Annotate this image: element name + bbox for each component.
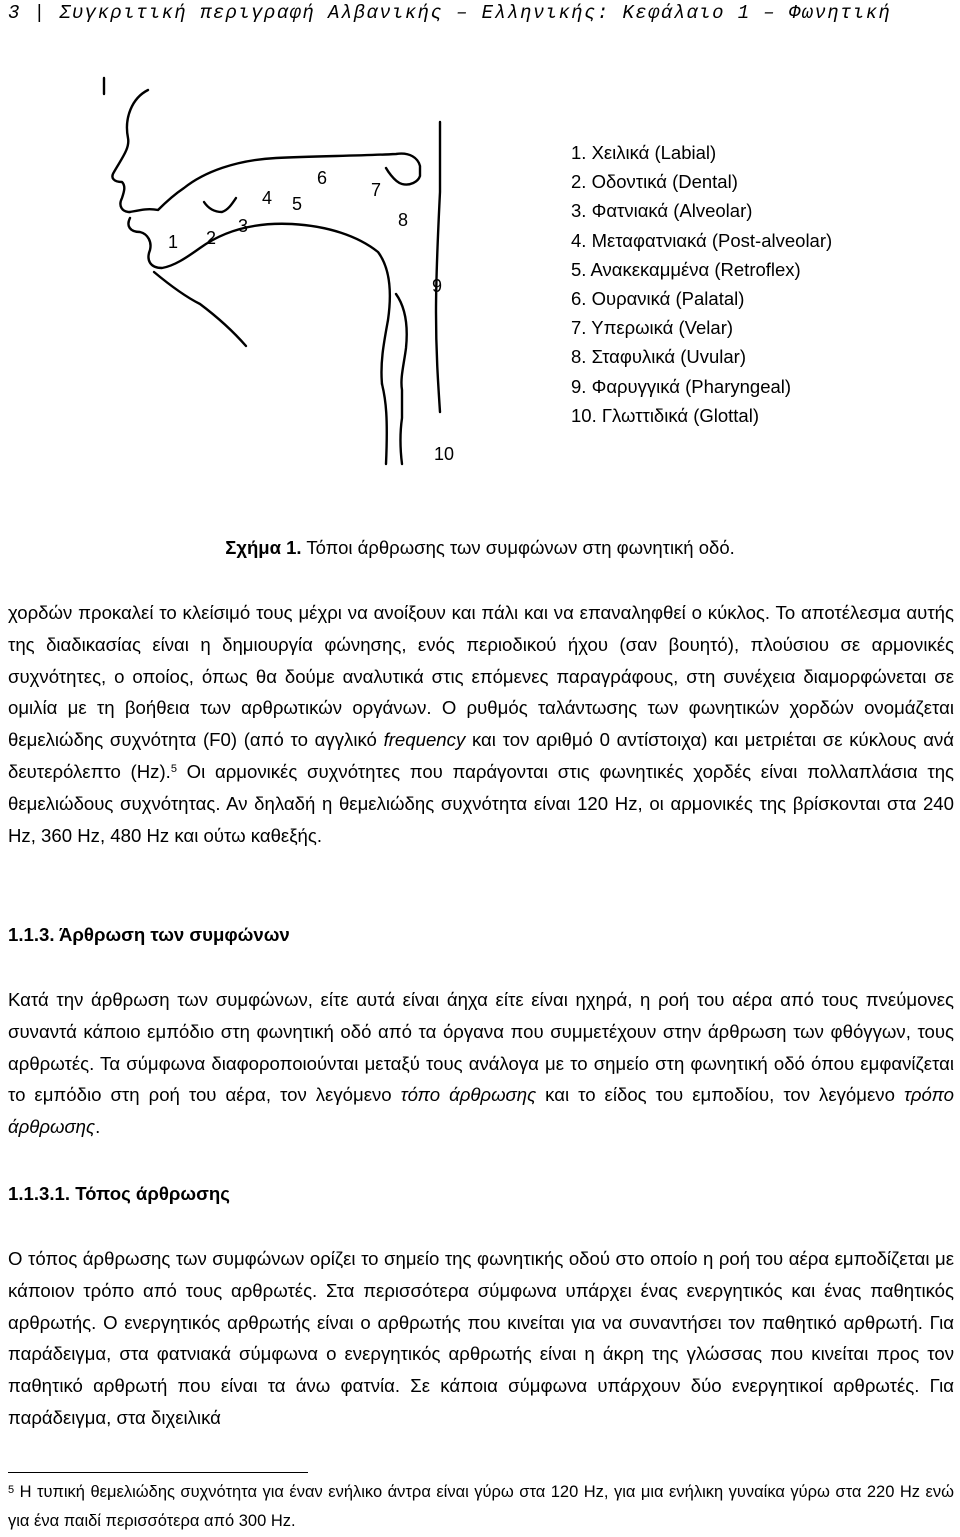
legend-item: 7. Υπερωικά (Velar) — [571, 317, 734, 339]
paragraph-2-part1: Κατά την άρθρωση των συμφώνων, είτε αυτά είναι άηχα είτε είναι ηχηρά, η ροή του αέρα από τους πνεύμονες συναντά κάποιο εμπόδιο στη φωνητική οδό από τα όργανα που συμμετέχουν στην άρθρωση των φθόγγων, τους αρθρωτές. Τα σύμφωνα διαφοροποιούνται μεταξύ τους ανάλογα με το σημείο στη φωνητική οδό όπου εμφανίζεται το εμπόδιο στη ροή του αέρα, τον λεγόμενο — [8, 989, 954, 1106]
upper-teeth — [204, 198, 236, 212]
paragraph-1 — [8, 597, 954, 851]
paragraph-1-part2: και τον αριθμό 0 αντίστοιχα) και μετριέται σε κύκλους ανά δευτερόλεπτο (Hz). — [8, 729, 955, 782]
footnote — [8, 1478, 954, 1535]
legend-item: 10. Γλωττιδικά (Glottal) — [571, 404, 759, 426]
legend-item: 3. Φατνιακά (Alveolar) — [571, 200, 753, 222]
glottis-outline — [382, 384, 387, 464]
footnote-divider — [8, 1472, 308, 1473]
pharynx-wall — [436, 122, 440, 412]
caption-label: Σχήμα 1. — [225, 537, 302, 558]
figure-number-10: 10 — [434, 444, 455, 464]
figure-number-8: 8 — [398, 210, 409, 230]
legend-item: 2. Οδοντικά (Dental) — [571, 171, 738, 193]
legend-item: 8. Σταφυλικά (Uvular) — [571, 346, 746, 368]
vocal-tract-figure — [96, 72, 466, 472]
figure-legend — [571, 138, 832, 430]
caption-text: Τόποι άρθρωσης των συμφώνων στη φωνητική οδό. — [301, 537, 735, 558]
section-heading-consonant-articulation: 1.1.3. Άρθρωση των συμφώνων — [8, 924, 290, 945]
legend-item: 4. Μεταφατνιακά (Post-alveolar) — [571, 229, 833, 251]
figure-number-3: 3 — [238, 216, 249, 236]
legend-item: 5. Ανακεκαμμένα (Retroflex) — [571, 258, 801, 280]
figure-number-5: 5 — [292, 194, 303, 214]
section-heading-place-of-articulation: 1.1.3.1. Τόπος άρθρωσης — [8, 1183, 230, 1204]
running-header: 3 | Συγκριτική περιγραφή Αλβανικής – Ελληνικής: Κεφάλαιο 1 – Φωνητική — [8, 2, 892, 24]
paragraph-1-italic: frequency — [383, 729, 466, 751]
vocal-tract-diagram — [96, 72, 466, 472]
figure-number-9: 9 — [432, 276, 443, 296]
paragraph-1-part3: Οι αρμονικές συχνότητες που παράγονται στις φωνητικές χορδές είναι πολλαπλάσια της θεμελιώδους συχνότητας. Αν δηλαδή η θεμελιώδης συχνότητα είναι 120 Hz, οι αρμονικές της βρίσκονται στα 240 Hz, 360 Hz, 480 Hz και ούτω καθεξής. — [8, 760, 954, 846]
figure-number-7: 7 — [371, 180, 382, 200]
face-outline — [112, 90, 148, 212]
paragraph-2-italic-manner: τρόπο άρθρωσης — [8, 1084, 955, 1138]
paragraph-2-italic-place: τόπο άρθρωσης — [400, 1084, 537, 1106]
figure-caption — [0, 537, 960, 559]
footnote-reference[interactable]: 5 — [170, 762, 177, 775]
figure-number-2: 2 — [206, 228, 217, 248]
paragraph-2 — [8, 984, 954, 1143]
figure-number-1: 1 — [168, 232, 179, 252]
figure-number-4: 4 — [262, 188, 273, 208]
larynx-outline — [396, 294, 407, 464]
jaw-outline — [154, 272, 246, 346]
legend-item: 9. Φαρυγγικά (Pharyngeal) — [571, 375, 792, 397]
paragraph-2-part2: και το είδος του εμποδίου, τον λεγόμενο — [536, 1084, 904, 1106]
paragraph-3: Ο τόπος άρθρωσης των συμφώνων ορίζει το σημείο της φωνητικής οδού στο οποίο η ροή του αέρα εμποδίζεται με κάποιον τρόπο από τους αρθρωτές. Στα περισσότερα σύμφωνα υπάρχει ένας ενεργητικός και ένας παθητικός αρθρωτής. Ο ενεργητικός αρθρωτής είναι ο αρθρωτής που κινείται για να συναντήσει τον παθητικό αρθρωτή. Για παράδειγμα, στα φατνιακά σύμφωνα ο ενεργητικός αρθρωτής είναι η άκρη της γλώσσας που κινείται προς τον παθητικό αρθρωτή που είναι τα άνω φατνία. Σε κάποια σύμφωνα υπάρχουν δύο ενεργητικοί αρθρωτές. Για παράδειγμα, στα διχειλικά — [8, 1248, 954, 1428]
footnote-number: 5 — [8, 1484, 15, 1496]
figure-number-6: 6 — [317, 168, 328, 188]
footnote-text: Η τυπική θεμελιώδης συχνότητα για έναν ενήλικο άντρα είναι γύρω στα 120 Hz, για μια ενήλικη γυναίκα γύρω στα 220 Hz ενώ για ένα παιδί περισσότερα από 300 Hz. — [8, 1483, 954, 1530]
paragraph-1-part1: χορδών προκαλεί το κλείσιμό τους μέχρι να ανοίξουν και πάλι και να επαναληφθεί ο κύκλος. Το αποτέλεσμα αυτής της διαδικασίας είναι η δημιουργία φώνησης, ενός περιοδικού ήχου (σαν βουητό), πλούσιου σε αρμονικές συχνότητες, ο οποίος, όπως θα δούμε αναλυτικά στις επόμενες παραγράφους, στη συνέχεια διαμορφώνεται σε ομιλία με τη βοήθεια των αρθρωτικών οργάνων. Ο ρυθμός ταλάντωσης των φωνητικών χορδών ονομάζεται θεμελιώδης συχνότητα (F0) (από το αγγλικό — [8, 602, 954, 751]
legend-item: 6. Ουρανικά (Palatal) — [571, 288, 745, 310]
paragraph-2-part3: . — [95, 1116, 101, 1138]
legend-item: 1. Χειλικά (Labial) — [571, 142, 717, 163]
